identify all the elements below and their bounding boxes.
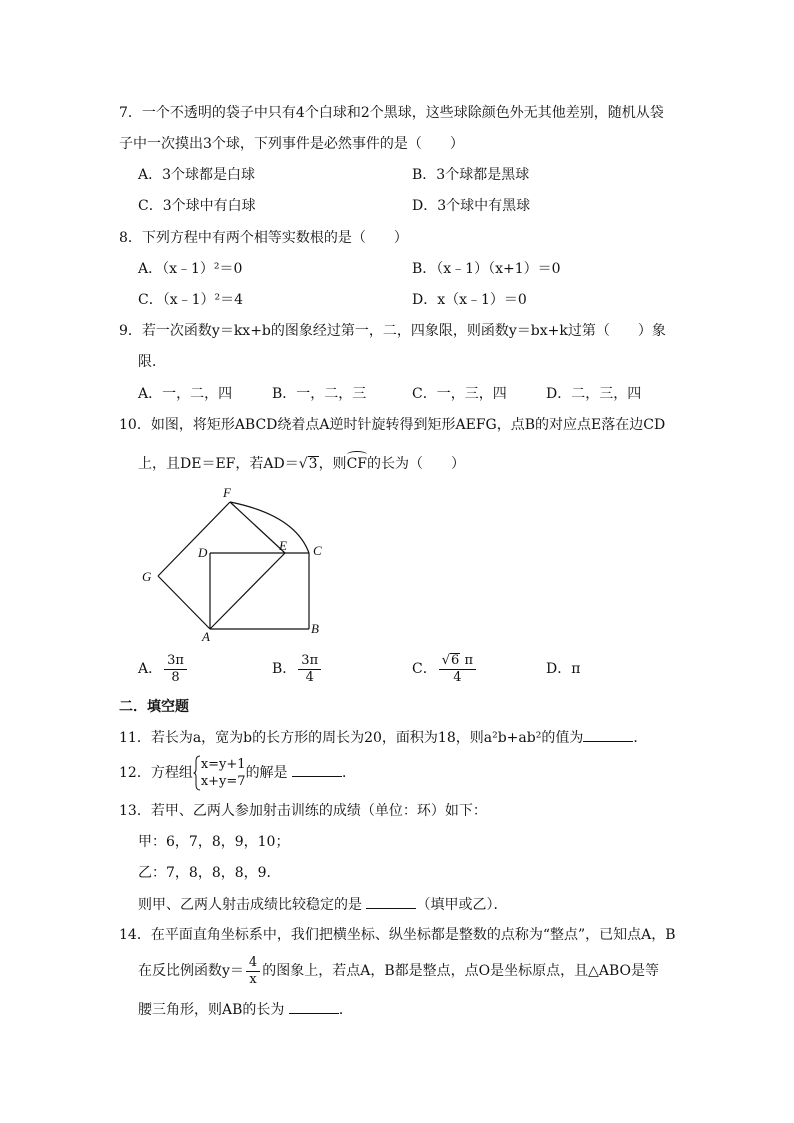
q10-c-num: √6 π xyxy=(439,653,476,670)
q8-option-c: C．（x﹣1）²＝4 xyxy=(138,292,244,308)
q10-c-sqrt: 6 xyxy=(451,652,460,668)
q10-a-frac xyxy=(164,653,187,686)
q14-frac-num: 4 xyxy=(246,955,260,972)
q10-option-a xyxy=(138,651,189,687)
q10-b-num: 3π xyxy=(298,653,321,670)
q11-answer-blank xyxy=(583,727,633,742)
q9-option-a: A．一，二，四 xyxy=(138,386,233,402)
q11-end: ． xyxy=(633,730,648,746)
q10-figure xyxy=(135,480,335,645)
label-D: D xyxy=(198,545,208,560)
q7-option-d: D．3个球中有黑球 xyxy=(412,198,531,214)
q13-line2: 甲：6，7，8，9，10； xyxy=(138,834,290,850)
q10-a-num: 3π xyxy=(164,653,187,670)
q14-line1: 14．在平面直角坐标系中，我们把横坐标、纵坐标都是整数的点称为“整点”，已知点A，B xyxy=(119,927,676,943)
q12-end: ． xyxy=(342,765,357,781)
q7-line2: 子中一次摸出3个球，下列事件是必然事件的是（ ） xyxy=(119,136,464,152)
q12-answer-blank xyxy=(292,762,342,777)
q11-text: 11．若长为a，宽为b的长方形的周长为20，面积为18，则a²b+ab²的值为 xyxy=(119,730,584,746)
q10-option-c xyxy=(412,651,478,687)
q12-post: 的解是 xyxy=(245,765,288,781)
q10-b-frac xyxy=(298,653,321,686)
q9-option-d: D．二，三，四 xyxy=(546,386,642,402)
q12-eq2: x+y=7 xyxy=(200,774,246,789)
q10-line2-pre: 上，且DE＝EF，若AD＝ xyxy=(138,456,299,472)
q10-a-den: 8 xyxy=(171,669,180,685)
q7-option-b: B．3个球都是黑球 xyxy=(412,167,530,183)
q10-option-b xyxy=(272,651,323,687)
brace-icon xyxy=(193,755,201,791)
q14-answer-blank xyxy=(289,999,339,1014)
q13-line1: 13．若甲、乙两人参加射击训练的成绩（单位：环）如下： xyxy=(119,803,487,819)
segment-GA xyxy=(158,576,210,629)
q9-option-b: B．一，二，三 xyxy=(272,386,367,402)
q10-c-pi: π xyxy=(464,652,473,668)
q14-frac-den: x xyxy=(249,971,257,987)
q13-line4-pre: 则甲、乙两人射击成绩比较稳定的是 xyxy=(138,897,362,913)
q8-option-d: D．x（x﹣1）＝0 xyxy=(412,292,527,308)
q10-c-frac xyxy=(439,653,476,686)
q10-b-den: 4 xyxy=(305,669,314,685)
label-F: F xyxy=(223,485,231,500)
q10-line2-mid: ，则 xyxy=(318,456,347,472)
q10-a-label: A． xyxy=(138,661,163,677)
q7-option-c: C．3个球中有白球 xyxy=(138,198,256,214)
arc-CF xyxy=(230,502,309,553)
label-A: A xyxy=(202,629,210,644)
sqrt-sign: √ xyxy=(298,456,308,472)
section-heading-fill-in: 二．填空题 xyxy=(119,699,189,715)
q10-line2-post: 的长为（ ） xyxy=(367,456,465,472)
q13-line4 xyxy=(138,894,507,915)
q10-c-label: C． xyxy=(412,661,437,677)
q10-arc-cf: CF xyxy=(347,451,367,474)
label-G: G xyxy=(142,569,152,584)
segment-FG xyxy=(158,502,230,576)
q9-line2: 限． xyxy=(138,354,166,370)
q14-line3-end: ． xyxy=(338,1002,353,1018)
q7-line1: 7．一个不透明的袋子中只有4个白球和2个黑球，这些球除颜色外无其他差别，随机从袋 xyxy=(119,105,664,121)
q8-option-b: B．（x﹣1）（x+1）＝0 xyxy=(412,261,561,277)
q14-line2 xyxy=(138,953,659,989)
q13-line3: 乙：7，8，8，8，9． xyxy=(138,865,281,881)
q12-line xyxy=(119,753,356,793)
q14-line2-post: 的图象上，若点A，B都是整点，点O是坐标原点，且△ABO是等 xyxy=(262,963,659,979)
q7-option-a: A．3个球都是白球 xyxy=(138,167,256,183)
label-E: E xyxy=(279,538,287,553)
q14-frac xyxy=(246,955,260,988)
q10-line1: 10．如图，将矩形ABCD绕着点A逆时针旋转得到矩形AEFG，点B的对应点E落在边CD xyxy=(119,417,666,433)
segment-AE xyxy=(210,553,285,629)
label-B: B xyxy=(311,621,319,636)
q10-option-d: D．π xyxy=(546,661,581,677)
label-C: C xyxy=(313,543,322,558)
q14-line3-pre: 腰三角形，则AB的长为 xyxy=(138,1002,285,1018)
q13-answer-blank xyxy=(366,894,416,909)
q10-sqrt-radicand: 3 xyxy=(308,456,318,472)
q10-b-label: B． xyxy=(272,661,297,677)
q12-equation-system xyxy=(193,755,246,791)
q12-eq1: x=y+1 xyxy=(200,757,246,772)
q8-option-a: A．（x﹣1）²＝0 xyxy=(138,261,243,277)
q14-line2-pre: 在反比例函数y＝ xyxy=(138,963,244,979)
q9-option-c: C．一，三，四 xyxy=(412,386,507,402)
q12-pre: 12．方程组 xyxy=(119,765,193,781)
q10-line2 xyxy=(138,451,465,474)
q11-line xyxy=(119,727,647,748)
q9-line1: 9．若一次函数y＝kx+b的图象经过第一，二，四象限，则函数y＝bx+k过第（ ）象 xyxy=(119,323,666,339)
q8-stem: 8．下列方程中有两个相等实数根的是（ ） xyxy=(119,230,408,246)
q10-c-den: 4 xyxy=(453,669,462,685)
q13-line4-post: （填甲或乙）． xyxy=(416,897,508,913)
q14-line3 xyxy=(138,999,353,1020)
